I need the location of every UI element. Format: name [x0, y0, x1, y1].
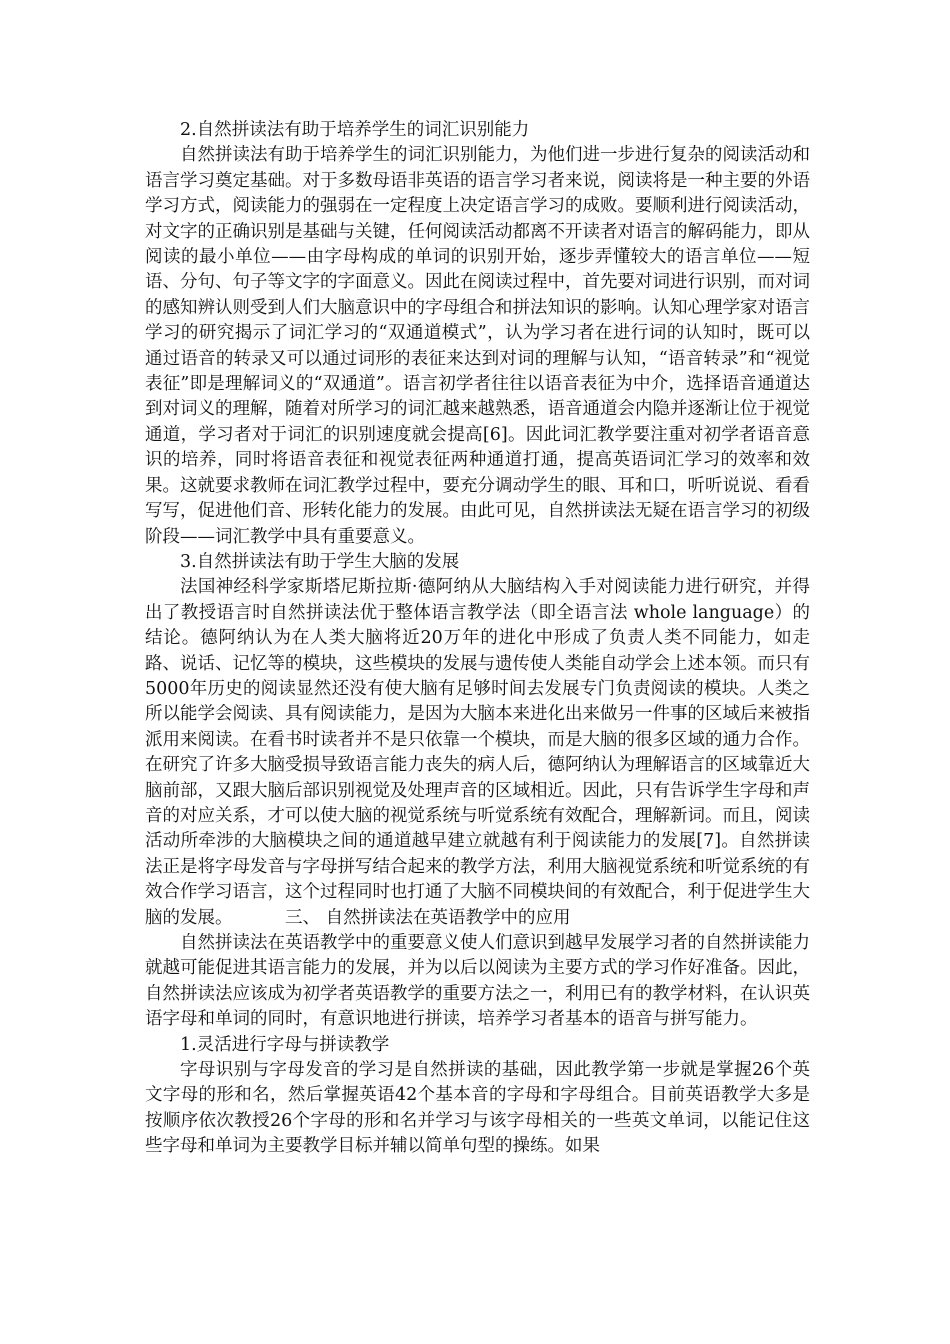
paragraph-vocabulary-recognition: 自然拼读法有助于培养学生的词汇识别能力，为他们进一步进行复杂的阅读活动和语言学习奠定基础。对于多数母语非英语的语言学习者来说，阅读将是一种主要的外语学习方式，阅读能力的强弱在一定程度上决定语言学习的成败。要顺利进行阅读活动，对文字的正确识别是基础与关键，任何阅读活动都离不开读者对语言的解码能力，即从阅读的最小单位——由字母构成的单词的识别开始，逐步弄懂较大的语言单位——短语、分句、句子等文字的字面意义。因此在阅读过程中，首先要对词进行识别，而对词的感知辨认则受到人们大脑意识中的字母组合和拼法知识的影响。认知心理学家对语言学习的研究揭示了词汇学习的“双通道模式”，认为学习者在进行词的认知时，既可以通过语音的转录又可以通过词形的表征来达到对词的理解与认知，“语音转录”和“视觉表征”即是理解词义的“双通道”。语言初学者往往以语音表征为中介，选择语音通道达到对词义的理解，随着对所学习的词汇越来越熟悉，语音通道会内隐并逐渐让位于视觉通道，学习者对于词汇的识别速度就会提高[6]。因此词汇教学要注重对初学者语音意识的培养，同时将语音表征和视觉表征两种通道打通，提高英语词汇学习的效率和效果。这就要求教师在词汇教学过程中，要充分调动学生的眼、耳和口，听听说说、看看写写，促进他们音、形转化能力的发展。由此可见，自然拼读法无疑在语言学习的初级阶段——词汇教学中具有重要意义。 — [145, 145, 810, 547]
paragraph-letter-phonics-teaching: 字母识别与字母发音的学习是自然拼读的基础，因此教学第一步就是掌握26个英文字母的形和名，然后掌握英语42个基本音的字母和字母组合。目前英语教学大多是按顺序依次教授26个字母的形和名并学习与该字母相关的一些英文单词，以能记住这些字母和单词为主要教学目标并辅以简单句型的操练。如果 — [145, 1060, 810, 1157]
section-heading-1: 1.灵活进行字母与拼读教学 — [180, 1034, 390, 1055]
paragraph-brain-development-text: 法国神经科学家斯塔尼斯拉斯·德阿纳从大脑结构入手对阅读能力进行研究，并得出了教授语言时自然拼读法优于整体语言教学法（即全语言法 whole language）的结论。德阿纳认为在人类大脑将近20万年的进化中形成了负责人类不同能力，如走路、说话、记忆等的模块，这些模块的发展与遗传使人类能自动学会上述本领。而只有5000年历史的阅读显然还没有使大脑有足够时间去发展专门负责阅读的模块。人类之所以能学会阅读、具有阅读能力，是因为大脑本来进化出来做另一件事的区域后来被指派用来阅读。在看书时读者并不是只依靠一个模块，而是大脑的很多区域的通力合作。在研究了许多大脑受损导致语言能力丧失的病人后，德阿纳认为理解语言的区域靠近大脑前部，又跟大脑后部识别视觉及处理声音的区域相近。因此，只有告诉学生字母和声音的对应关系，才可以使大脑的视觉系统与听觉系统有效配合，理解新词。而且，阅读活动所牵涉的大脑模块之间的通道越早建立就越有利于阅读能力的发展[7]。自然拼读法正是将字母发音与字母拼写结合起来的教学方法，利用大脑视觉系统和听觉系统的有效合作学习语言，这个过程同时也打通了大脑不同模块间的有效配合，利于促进学生大脑的发展。 — [145, 577, 810, 928]
section-heading-3: 3.自然拼读法有助于学生大脑的发展 — [180, 551, 460, 572]
paragraph-application-intro: 自然拼读法在英语教学中的重要意义使人们意识到越早发展学习者的自然拼读能力就越可能促进其语言能力的发展，并为以后以阅读为主要方式的学习作好准备。因此，自然拼读法应该成为初学者英语教学的重要方法之一，利用已有的教学材料，在认识英语字母和单词的同时，有意识地进行拼读，培养学习者基本的语音与拼写能力。 — [145, 933, 810, 1030]
paragraph-brain-development — [145, 575, 810, 931]
section-heading-2: 2.自然拼读法有助于培养学生的词汇识别能力 — [180, 120, 530, 140]
document-page — [145, 118, 810, 1160]
chapter-heading-three: 三、 自然拼读法在英语教学中的应用 — [285, 907, 571, 928]
